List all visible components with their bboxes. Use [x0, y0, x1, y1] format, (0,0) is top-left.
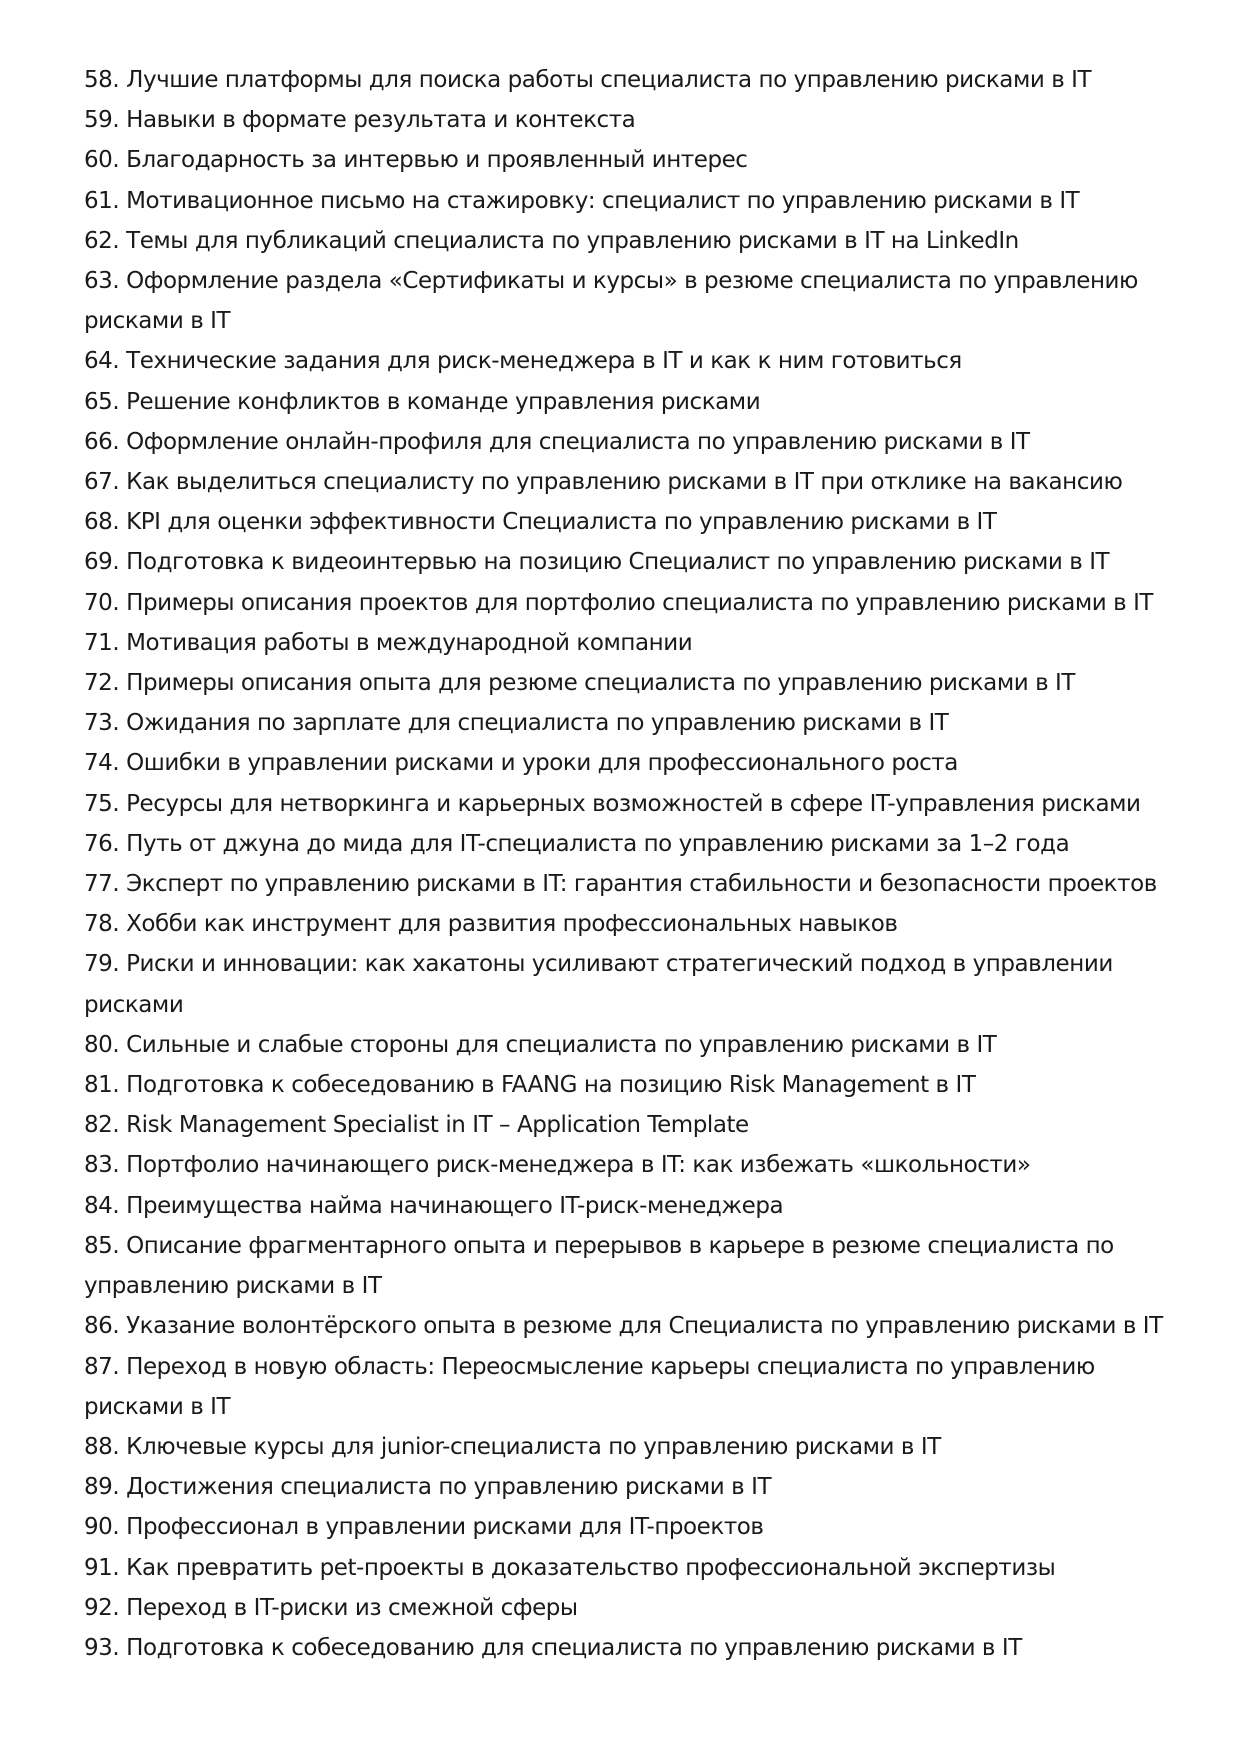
item-title: Технические задания для риск-менеджера в IT и как к ним готовиться: [126, 348, 962, 375]
item-number: 61: [84, 187, 113, 214]
item-number: 92: [84, 1594, 113, 1621]
item-number: 71: [84, 629, 113, 656]
item-title: Мотивационное письмо на стажировку: специалист по управлению рисками в IT: [126, 187, 1080, 214]
item-title: Благодарность за интервью и проявленный интерес: [126, 147, 748, 174]
item-number: 84: [84, 1192, 113, 1219]
list-item: 68. KPI для оценки эффективности Специалиста по управлению рисками в IT: [84, 509, 997, 536]
item-title: Эксперт по управлению рисками в IT: гарантия стабильности и безопасности проектов: [126, 871, 1157, 898]
item-number: 58: [84, 67, 113, 93]
item-number: 68: [84, 509, 113, 536]
item-number: 86: [84, 1313, 113, 1340]
list-item: 86. Указание волонтёрского опыта в резюме для Специалиста по управлению рисками в IT: [84, 1313, 1163, 1340]
item-title: Хобби как инструмент для развития профессиональных навыков: [126, 911, 898, 938]
item-number: 64: [84, 348, 113, 375]
list-item: 81. Подготовка к собеседованию в FAANG на позицию Risk Management в IT: [84, 1072, 976, 1099]
list-item: 59. Навыки в формате результата и контекста: [84, 107, 636, 134]
item-number: 79: [84, 951, 113, 978]
item-title: Оформление онлайн-профиля для специалиста по управлению рисками в IT: [126, 428, 1030, 455]
item-title: Профессионал в управлении рисками для IT-проектов: [126, 1514, 764, 1541]
list-item: 63. Оформление раздела «Сертификаты и курсы» в резюме специалиста по управлению рисками в IT: [84, 268, 1138, 335]
list-item: 75. Ресурсы для нетворкинга и карьерных возможностей в сфере IT-управления рисками: [84, 790, 1141, 817]
list-item: 62. Темы для публикаций специалиста по управлению рисками в IT на LinkedIn: [84, 227, 1019, 254]
list-item: 90. Профессионал в управлении рисками для IT-проектов: [84, 1514, 764, 1541]
item-number: 66: [84, 428, 113, 455]
item-number: 75: [84, 790, 113, 817]
item-title: Ключевые курсы для junior-специалиста по управлению рисками в IT: [126, 1433, 941, 1460]
item-number: 78: [84, 911, 113, 938]
list-item: 72. Примеры описания опыта для резюме специалиста по управлению рисками в IT: [84, 670, 1075, 697]
list-item: 87. Переход в новую область: Переосмысление карьеры специалиста по управлению рисками в IT: [84, 1353, 1095, 1420]
list-item: 66. Оформление онлайн-профиля для специалиста по управлению рисками в IT: [84, 428, 1030, 455]
item-number: 70: [84, 589, 113, 616]
item-title: Переход в IT-риски из смежной сферы: [126, 1594, 578, 1621]
list-item: 67. Как выделиться специалисту по управлению рисками в IT при отклике на вакансию: [84, 469, 1123, 496]
list-item: 60. Благодарность за интервью и проявленный интерес: [84, 147, 748, 174]
document-page: [84, 60, 1164, 1668]
list-item: 82. Risk Management Specialist in IT – Application Template: [84, 1112, 749, 1139]
topic-list: [84, 60, 1164, 1668]
item-title: Достижения специалиста по управлению рисками в IT: [126, 1474, 772, 1501]
item-number: 65: [84, 388, 113, 415]
item-title: Лучшие платформы для поиска работы специалиста по управлению рисками в IT: [126, 67, 1092, 93]
item-title: Описание фрагментарного опыта и перерывов в карьере в резюме специалиста по управлению рисками в IT: [84, 1232, 1114, 1300]
item-number: 77: [84, 871, 113, 898]
item-number: 60: [84, 147, 113, 174]
item-number: 81: [84, 1072, 113, 1099]
list-item: 64. Технические задания для риск-менеджера в IT и как к ним готовиться: [84, 348, 962, 375]
item-title: Подготовка к собеседованию в FAANG на позицию Risk Management в IT: [126, 1072, 976, 1099]
item-number: 69: [84, 549, 113, 576]
list-item: 91. Как превратить pet-проекты в доказательство профессиональной экспертизы: [84, 1554, 1056, 1581]
item-title: Risk Management Specialist in IT – Application Template: [126, 1112, 749, 1139]
item-title: Как выделиться специалисту по управлению рисками в IT при отклике на вакансию: [126, 469, 1123, 496]
item-number: 74: [84, 750, 113, 777]
item-title: Портфолио начинающего риск-менеджера в IT: как избежать «школьности»: [126, 1152, 1031, 1179]
item-number: 63: [84, 268, 113, 295]
item-title: Путь от джуна до мида для IT-специалиста по управлению рисками за 1–2 года: [126, 830, 1070, 857]
list-item: 89. Достижения специалиста по управлению рисками в IT: [84, 1474, 772, 1501]
item-number: 82: [84, 1112, 113, 1139]
list-item: 77. Эксперт по управлению рисками в IT: гарантия стабильности и безопасности проектов: [84, 871, 1157, 898]
item-number: 85: [84, 1232, 113, 1259]
list-item: 73. Ожидания по зарплате для специалиста по управлению рисками в IT: [84, 710, 949, 737]
item-number: 83: [84, 1152, 113, 1179]
list-item: 65. Решение конфликтов в команде управления рисками: [84, 388, 761, 415]
list-item: 80. Сильные и слабые стороны для специалиста по управлению рисками в IT: [84, 1031, 997, 1058]
list-item: 93. Подготовка к собеседованию для специалиста по управлению рисками в IT: [84, 1634, 1022, 1661]
item-title: Сильные и слабые стороны для специалиста по управлению рисками в IT: [126, 1031, 997, 1058]
item-title: Примеры описания опыта для резюме специалиста по управлению рисками в IT: [126, 670, 1075, 697]
item-title: Навыки в формате результата и контекста: [126, 107, 636, 134]
item-title: Мотивация работы в международной компании: [126, 629, 693, 656]
item-number: 91: [84, 1554, 113, 1581]
item-number: 93: [84, 1634, 113, 1661]
list-item: 70. Примеры описания проектов для портфолио специалиста по управлению рисками в IT: [84, 589, 1154, 616]
list-item: 76. Путь от джуна до мида для IT-специалиста по управлению рисками за 1–2 года: [84, 830, 1070, 857]
item-number: 87: [84, 1353, 113, 1380]
item-number: 90: [84, 1514, 113, 1541]
list-item: 58. Лучшие платформы для поиска работы специалиста по управлению рисками в IT: [84, 67, 1092, 93]
item-number: 89: [84, 1474, 113, 1501]
item-number: 88: [84, 1433, 113, 1460]
list-item: 79. Риски и инновации: как хакатоны усиливают стратегический подход в управлении рисками: [84, 951, 1113, 1018]
item-number: 62: [84, 227, 113, 254]
list-item: 78. Хобби как инструмент для развития профессиональных навыков: [84, 911, 898, 938]
item-number: 73: [84, 710, 113, 737]
item-title: Как превратить pet-проекты в доказательство профессиональной экспертизы: [126, 1554, 1056, 1581]
list-item: 83. Портфолио начинающего риск-менеджера в IT: как избежать «школьности»: [84, 1152, 1031, 1179]
list-item: 88. Ключевые курсы для junior-специалиста по управлению рисками в IT: [84, 1433, 941, 1460]
item-title: KPI для оценки эффективности Специалиста по управлению рисками в IT: [126, 509, 997, 536]
item-title: Решение конфликтов в команде управления рисками: [126, 388, 761, 415]
item-title: Примеры описания проектов для портфолио специалиста по управлению рисками в IT: [126, 589, 1154, 616]
item-title: Указание волонтёрского опыта в резюме для Специалиста по управлению рисками в IT: [126, 1313, 1163, 1340]
item-title: Переход в новую область: Переосмысление карьеры специалиста по управлению рисками в IT: [84, 1353, 1095, 1420]
list-item: 74. Ошибки в управлении рисками и уроки для профессионального роста: [84, 750, 958, 777]
item-title: Подготовка к видеоинтервью на позицию Специалист по управлению рисками в IT: [126, 549, 1110, 576]
item-title: Риски и инновации: как хакатоны усиливают стратегический подход в управлении рисками: [84, 951, 1113, 1018]
item-title: Ресурсы для нетворкинга и карьерных возможностей в сфере IT-управления рисками: [126, 790, 1141, 817]
item-number: 72: [84, 670, 113, 697]
item-title: Ожидания по зарплате для специалиста по управлению рисками в IT: [126, 710, 949, 737]
item-number: 59: [84, 107, 113, 134]
item-title: Подготовка к собеседованию для специалиста по управлению рисками в IT: [126, 1634, 1022, 1661]
item-title: Ошибки в управлении рисками и уроки для профессионального роста: [126, 750, 958, 777]
item-number: 67: [84, 469, 113, 496]
list-item: 71. Мотивация работы в международной компании: [84, 629, 693, 656]
list-item: 69. Подготовка к видеоинтервью на позицию Специалист по управлению рисками в IT: [84, 549, 1110, 576]
item-title: Темы для публикаций специалиста по управлению рисками в IT на LinkedIn: [126, 227, 1019, 254]
item-number: 76: [84, 830, 113, 857]
list-item: 92. Переход в IT-риски из смежной сферы: [84, 1594, 578, 1621]
list-item: 84. Преимущества найма начинающего IT-риск-менеджера: [84, 1192, 784, 1219]
item-number: 80: [84, 1031, 113, 1058]
item-title: Оформление раздела «Сертификаты и курсы» в резюме специалиста по управлению рисками в IT: [84, 268, 1138, 335]
list-item: 85. Описание фрагментарного опыта и перерывов в карьере в резюме специалиста по управлению рисками в IT: [84, 1232, 1114, 1300]
list-item: 61. Мотивационное письмо на стажировку: специалист по управлению рисками в IT: [84, 187, 1080, 214]
item-title: Преимущества найма начинающего IT-риск-менеджера: [126, 1192, 784, 1219]
